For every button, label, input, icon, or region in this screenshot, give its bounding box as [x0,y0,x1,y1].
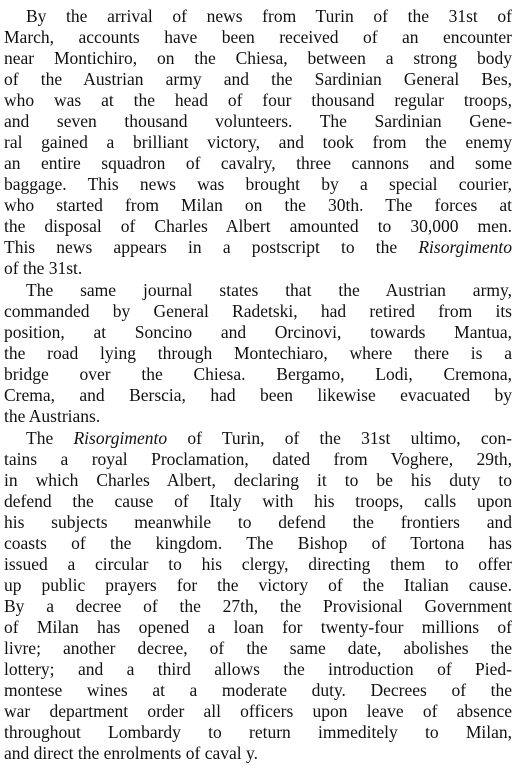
text-line: position, at Soncino and Orcinovi, towards Mantua, [4,322,512,342]
text-line: tains a royal Proclamation, dated from Voghere, 29th, [4,449,512,469]
text-line: bridge over the Chiesa. Bergamo, Lodi, Cremona, [4,364,512,384]
text-line: an entire squadron of cavalry, three cannons and some [4,153,512,173]
newspaper-title-italic: Risorgimento [418,237,512,257]
text-line: the road lying through Montechiaro, where there is a [4,343,512,363]
text-line: the Austrians. [4,406,101,426]
text-line: war department order all officers upon leave of absence [4,701,512,721]
text-line: throughout Lombardy to return immeditely to Milan, [4,722,512,742]
paragraph-turin-news [4,6,512,279]
text-line: of the 31st. [4,258,83,278]
text-line: The same journal states that the Austrian army, [26,280,512,300]
text-line: lottery; and a third allows the introduction of Pied- [4,659,512,679]
text-line: and seven thousand volunteers. The Sardinian Gene- [4,111,512,131]
text-line: ral gained a brilliant victory, and took from the enemy [4,132,512,152]
text-line: of the Austrian army and the Sardinian General Bes, [4,69,512,89]
text-line-with-italic-title: The Risorgimento of Turin, of the 31st ultimo, con- [26,428,512,448]
text-line: who was at the head of four thousand regular troops, [4,90,512,110]
text-line: in which Charles Albert, declaring it to be his duty to [4,470,512,490]
text-line: the disposal of Charles Albert amounted to 30,000 men. [4,216,512,236]
paragraph-austrian-retreat [4,280,512,427]
text-line-with-italic-title: This news appears in a postscript to the Risorgimento [4,237,512,257]
text-line: coasts of the kingdom. The Bishop of Tortona has [4,533,512,553]
text-line: baggage. This news was brought by a special courier, [4,174,512,194]
text-line: commanded by General Radetski, had retired from its [4,301,512,321]
text-line: near Montichiro, on the Chiesa, between a strong body [4,48,512,68]
paragraph-royal-proclamation [4,428,512,764]
newspaper-title-italic: Risorgimento [73,428,168,448]
text-line: defend the cause of Italy with his troops, calls upon [4,491,512,511]
text-line: his subjects meanwhile to defend the frontiers and [4,512,512,532]
text-line: montese wines at a moderate duty. Decrees of the [4,680,512,700]
text-line: who started from Milan on the 30th. The forces at [4,195,512,215]
text-line: livre; another decree, of the same date, abolishes the [4,638,512,658]
text-line: up public prayers for the victory of the Italian cause. [4,575,512,595]
text-line: Crema, and Berscia, had been likewise evacuated by [4,385,512,405]
text-line: of Milan has opened a loan for twenty-four millions of [4,617,512,637]
text-line: March, accounts have been received of an encounter [4,27,512,47]
text-line: issued a circular to his clergy, directing them to offer [4,554,512,574]
text-line: By the arrival of news from Turin of the 31st of [26,6,512,26]
text-line: By a decree of the 27th, the Provisional Government [4,596,512,616]
text-line: and direct the enrolments of caval y. [4,743,258,763]
newspaper-article [4,6,512,764]
